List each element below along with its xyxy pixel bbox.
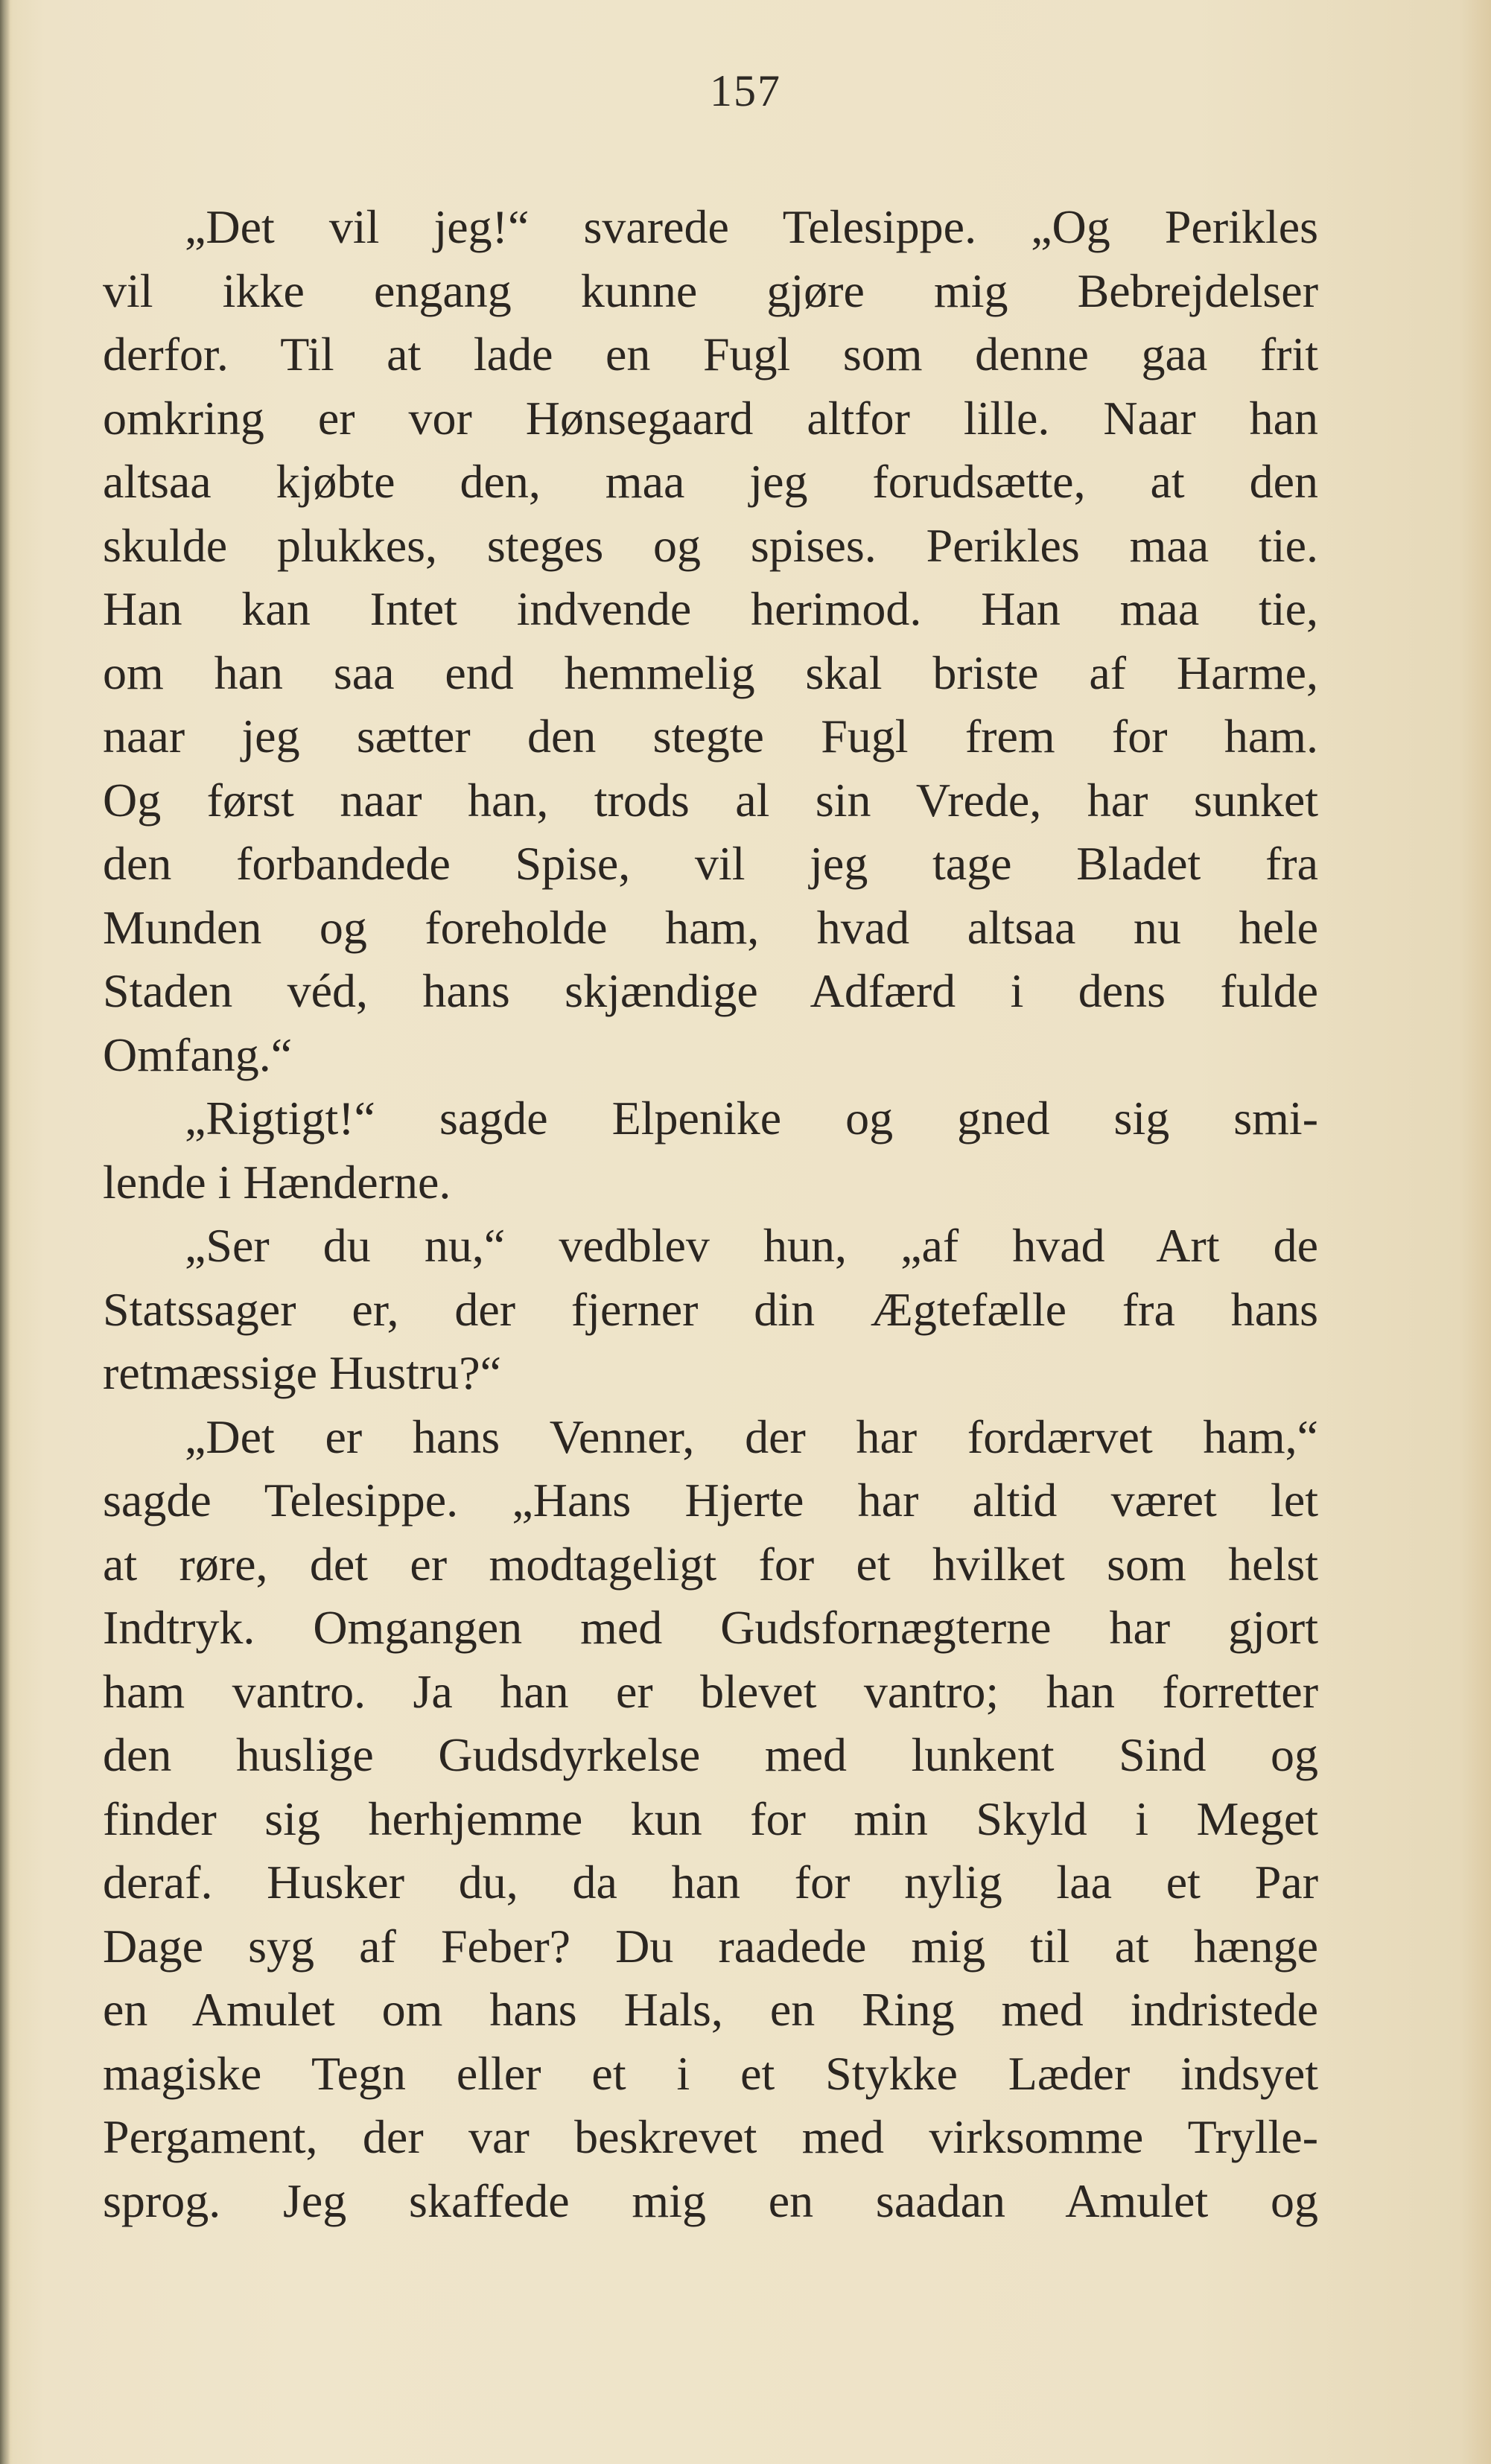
text-line: den huslige Gudsdyrkelse med lunkent Sind og <box>103 1728 1318 1781</box>
text-line: magiske Tegn eller et i et Stykke Læder indsyet <box>103 2046 1318 2100</box>
spine-shadow <box>0 0 10 2464</box>
text-line: altsaa kjøbte den, maa jeg forudsætte, at den <box>103 455 1318 508</box>
text-line: naar jeg sætter den stegte Fugl frem for ham. <box>103 710 1318 763</box>
text-line: sagde Telesippe. „Hans Hjerte har altid været let <box>103 1474 1318 1527</box>
body-text <box>103 195 1318 2232</box>
text-line: Munden og foreholde ham, hvad altsaa nu hele <box>103 900 1318 954</box>
text-line: om han saa end hemmelig skal briste af Harme, <box>103 646 1318 699</box>
text-line: derfor. Til at lade en Fugl som denne gaa frit <box>103 328 1318 381</box>
text-line: Pergament, der var beskrevet med virksomme Trylle- <box>103 2110 1318 2163</box>
text-line: ham vantro. Ja han er blevet vantro; han forretter <box>103 1664 1318 1718</box>
text-line: finder sig herhjemme kun for min Skyld i Meget <box>103 1792 1318 1845</box>
text-line: Og først naar han, trods al sin Vrede, har sunket <box>103 773 1318 827</box>
text-line: „Det vil jeg!“ svarede Telesippe. „Og Perikles <box>185 200 1318 253</box>
text-line: at røre, det er modtageligt for et hvilket som helst <box>103 1537 1318 1591</box>
text-line: Indtryk. Omgangen med Gudsfornægterne har gjort <box>103 1601 1318 1654</box>
text-line: „Det er hans Venner, der har fordærvet ham,“ <box>185 1410 1318 1463</box>
text-line: Dage syg af Feber? Du raadede mig til at hænge <box>103 1919 1318 1973</box>
text-line: vil ikke engang kunne gjøre mig Bebrejdelser <box>103 264 1318 317</box>
text-line: deraf. Husker du, da han for nylig laa et Par <box>103 1856 1318 1909</box>
text-line: retmæssige Hustru?“ <box>103 1346 501 1399</box>
text-line: en Amulet om hans Hals, en Ring med indristede <box>103 1983 1318 2036</box>
text-line: Omfang.“ <box>103 1028 293 1081</box>
text-line: den forbandede Spise, vil jeg tage Bladet fra <box>103 837 1318 890</box>
text-line: skulde plukkes, steges og spises. Perikles maa tie. <box>103 518 1318 572</box>
text-line: lende i Hænderne. <box>103 1155 451 1209</box>
text-line: omkring er vor Hønsegaard altfor lille. Naar han <box>103 391 1318 445</box>
text-line: sprog. Jeg skaffede mig en saadan Amulet og <box>103 2174 1318 2227</box>
page-number: 157 <box>710 66 781 115</box>
text-line: „Ser du nu,“ vedblev hun, „af hvad Art de <box>185 1219 1318 1272</box>
text-line: „Rigtigt!“ sagde Elpenike og gned sig smi- <box>185 1092 1318 1145</box>
text-line: Han kan Intet indvende herimod. Han maa tie, <box>103 582 1318 635</box>
text-line: Staden véd, hans skjændige Adfærd i dens fulde <box>103 964 1318 1017</box>
text-line: Statssager er, der fjerner din Ægtefælle fra hans <box>103 1282 1318 1336</box>
